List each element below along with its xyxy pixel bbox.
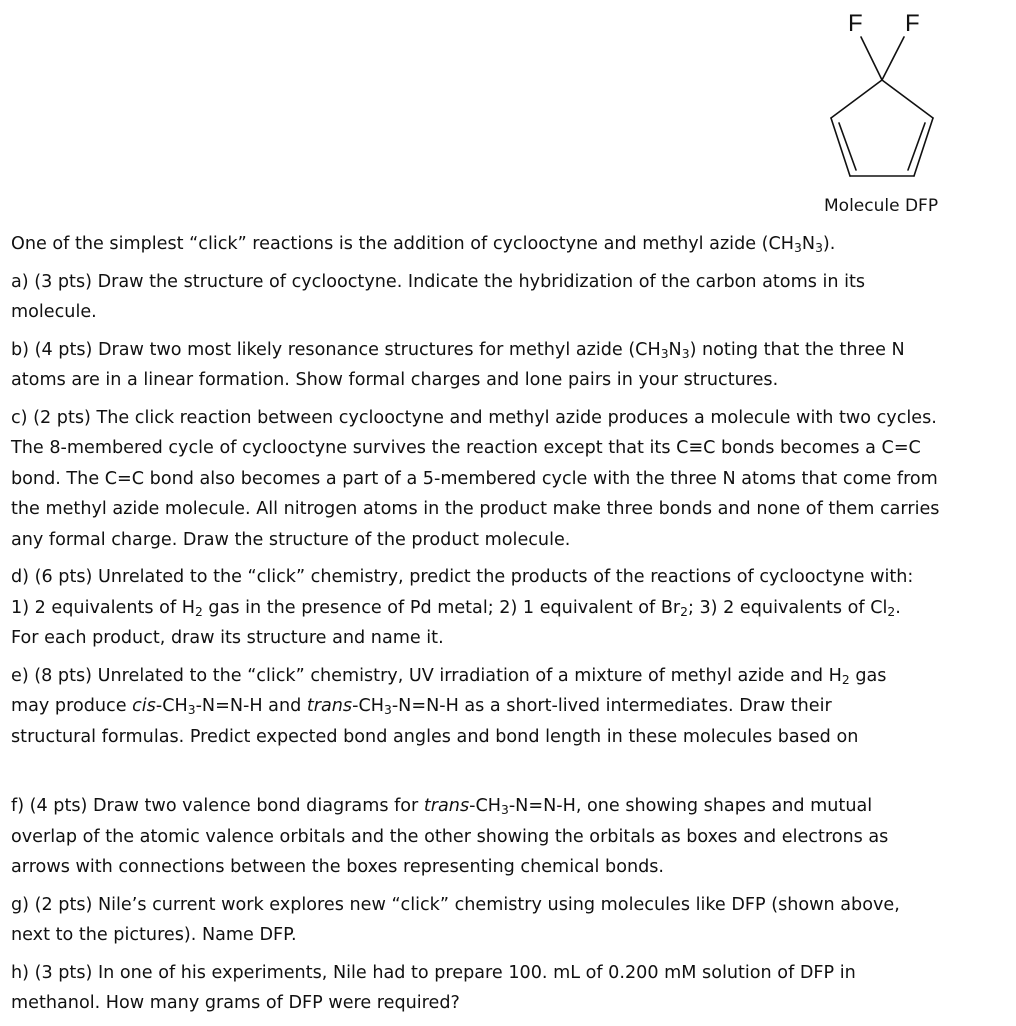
question-f	[11, 791, 1011, 883]
question-g-line-2: next to the pictures). Name DFP.	[11, 925, 297, 945]
blank-gap	[11, 759, 1011, 791]
question-a-line-2: molecule.	[11, 302, 97, 322]
fluorine-right-label: F	[905, 10, 920, 37]
question-e-line-3: structural formulas. Predict expected bond angles and bond length in these molecules based on	[11, 726, 859, 747]
question-d-line-1: d) (6 pts) Unrelated to the “click” chemistry, predict the products of the reactions of cyclooctyne with:	[11, 567, 914, 587]
cf-bond-right	[882, 37, 904, 80]
cf-bond-left	[861, 37, 882, 80]
intro-paragraph	[11, 229, 1011, 260]
ring-bond-1	[882, 80, 933, 118]
intro-line-1: One of the simplest “click” reactions is the addition of cyclooctyne and methyl azide $(CH_3N_3)$.	[11, 234, 836, 256]
question-d-line-2: 1) 2 equivalents of $H_2$ gas in the presence of Pd metal; 2) 1 equivalent of $Br_2$; 3) 2 equivalents of $Cl_2$.	[11, 597, 901, 619]
question-b	[11, 335, 1011, 396]
question-c-line-2: The 8-membered cycle of cyclooctyne survives the reaction except that its C≡C bonds becomes a C=C	[11, 438, 921, 458]
double-bond-inner-left	[839, 123, 856, 170]
question-f-line-1: f) (4 pts) Draw two valence bond diagrams for trans-$CH_3-N=N-H$, one showing shapes and mutual	[11, 796, 873, 818]
question-a	[11, 267, 1011, 328]
question-d	[11, 562, 1011, 654]
question-f-line-2: overlap of the atomic valence orbitals and the other showing the orbitals as boxes and electrons as	[11, 826, 889, 847]
question-e-line-1: e) (8 pts) Unrelated to the “click” chemistry, UV irradiation of a mixture of methyl azide and $H_2$ gas	[11, 665, 887, 687]
question-a-line-1: a) (3 pts) Draw the structure of cyclooctyne. Indicate the hybridization of the carbon atoms in its	[11, 271, 866, 292]
question-e	[11, 661, 1011, 753]
question-f-line-3: arrows with connections between the boxes representing chemical bonds.	[11, 857, 665, 877]
question-d-line-3: For each product, draw its structure and name it.	[11, 628, 444, 648]
question-c	[11, 403, 1011, 556]
question-b-line-2: atoms are in a linear formation. Show formal charges and lone pairs in your structures.	[11, 370, 779, 390]
double-bond-inner-right	[908, 123, 925, 170]
question-h-line-1: h) (3 pts) In one of his experiments, Nile had to prepare 100. mL of 0.200 mM solution of DFP in	[11, 962, 856, 983]
question-e-line-2: may produce cis-$CH_3-N=N-H$ and trans-$CH_3-N=N-H$ as a short-lived intermediates. Draw their	[11, 696, 832, 718]
ring-bond-5	[831, 80, 882, 118]
dfp-structure	[800, 0, 970, 190]
question-c-line-4: the methyl azide molecule. All nitrogen atoms in the product make three bonds and none of them carries	[11, 499, 940, 519]
question-h-line-2: methanol. How many grams of DFP were required?	[11, 993, 460, 1013]
molecule-caption: Molecule DFP	[824, 196, 939, 216]
question-b-line-1: b) (4 pts) Draw two most likely resonance structures for methyl azide $(CH_3N_3)$ noting that the three N	[11, 339, 905, 361]
question-text	[11, 229, 1011, 1026]
question-h	[11, 958, 1011, 1019]
question-c-line-5: any formal charge. Draw the structure of the product molecule.	[11, 529, 571, 550]
question-g-line-1: g) (2 pts) Nile’s current work explores new “click” chemistry using molecules like DFP (shown above,	[11, 894, 900, 915]
question-c-line-3: bond. The C=C bond also becomes a part of a 5-membered cycle with the three N atoms that come from	[11, 468, 938, 489]
question-c-line-1: c) (2 pts) The click reaction between cyclooctyne and methyl azide produces a molecule with two cycles.	[11, 407, 937, 428]
question-g	[11, 890, 1011, 951]
fluorine-left-label: F	[848, 10, 863, 37]
